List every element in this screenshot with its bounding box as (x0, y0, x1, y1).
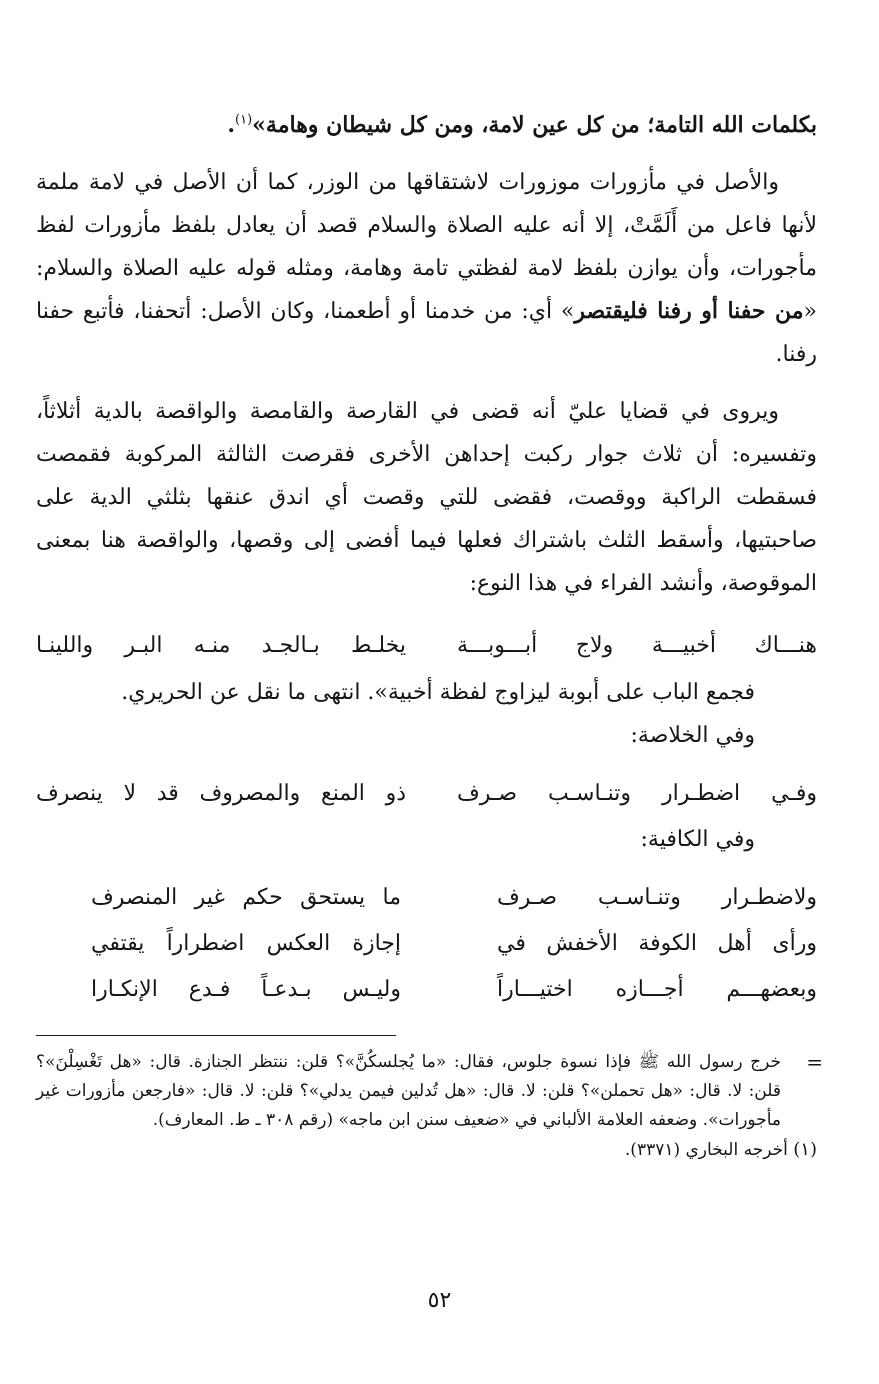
footnote-ref-1: (١) (235, 112, 253, 128)
spacer (36, 605, 817, 623)
footnote-continuation-marker: = (806, 1050, 823, 1074)
footnote-separator-wrap (36, 1013, 817, 1036)
verse-4-hemistich-2: إجازة العكس اضطراراً يقتفي (91, 931, 401, 956)
verse-1-hemistich-2: يخلـط بـالجـد منـه البـر واللينـا (36, 633, 406, 658)
page-number: ٥٢ (427, 1288, 452, 1313)
spacer (36, 376, 817, 390)
footnote-separator (36, 1035, 396, 1036)
verse-commentary: فجمع الباب على أبوبة ليزاوج لفظة أخبية». انتهى ما نقل عن الحريري. (121, 680, 755, 705)
spacer (36, 861, 817, 875)
verse-2-hemistich-2: ذو المنع والمصروف قد لا ينصرف (36, 781, 406, 806)
verse-line-2 (36, 771, 817, 819)
paragraph-1 (36, 161, 817, 376)
verse-line-5 (91, 967, 817, 1013)
opening-line-text: بكلمات الله التامة؛ من كل عين لامة، ومن كل شيطان وهامة» (252, 112, 817, 138)
verse-5-hemistich-2: وليـس بـدعـاً فـدع الإنكـارا (91, 977, 401, 1002)
verse-2-hemistich-1: وفـي اضطـرار وتنـاسـب صـرف (457, 781, 817, 806)
verse-block-kafiya (36, 875, 817, 1013)
footnote-1-text: أخرجه البخاري (٣٣٧١). (624, 1140, 788, 1160)
verse-3-hemistich-2: ما يستحق حكم غير المنصرف (91, 885, 401, 910)
opening-line (36, 104, 817, 147)
verse-5-hemistich-1: وبعضهـــم أجـــازه اختيـــاراً (497, 977, 817, 1002)
paragraph-2: ويروى في قضايا عليّ أنه قضى في القارصة والقامصة والواقصة بالدية أثلاثاً، وتفسيره: أن ثلاث جوار ركبت إحداهن الأخرى فقرصت الثالثة المركوبة فقمصت فسقطت الراكبة ووقصت، فقضى للتي وقصت أي اندق عنقها بثلثي الدية على صاحبتيها، وأسقط الثلث باشتراك فعلها فيما أفضى إلى وقصها، والواقصة هنا بمعنى الموقوصة، وأنشد الفراء في هذا النوع: (36, 399, 817, 596)
footnote-1 (36, 1135, 817, 1165)
label-khulasa: وفي الخلاصة: (630, 723, 755, 748)
label-kafiya: وفي الكافية: (640, 827, 755, 852)
page-body (36, 104, 823, 1384)
spacer (36, 147, 817, 161)
footnote-continued-text: خرج رسول الله ﷺ فإذا نسوة جلوس، فقال: «ما يُجلسكُنَّ»؟ قلن: ننتظر الجنازة. قال: «هل تَغْسِلْنَ»؟ قلن: لا. قال: «هل تحملن»؟ قلن: لا. قال: «هل تُدلين فيمن يدلي»؟ قلن: لا. قال: «فارجعن مأزورات غير مأجورات». وضعفه العلامة الألباني في «ضعيف سنن ابن ماجه» (رقم ٣٠٨ ـ ط. المعارف). (36, 1052, 781, 1130)
opening-line-period: . (227, 112, 236, 138)
paragraph-1-part-a: والأصل في مأزورات موزورات لاشتقاقها من الوزر، كما أن الأصل في لامة ملمة لأنها فاعل من أَلَمَّتْ، إلا أنه عليه الصلاة والسلام قصد أن يعادل بلفظ مأزورات لفظ مأجورات، وأن يوازن بلفظ لامة لفظتي تامة وهامة، ومثله قوله عليه الصلاة والسلام: « (36, 170, 817, 324)
verse-line-3 (91, 875, 817, 921)
verse-line-1 (36, 623, 817, 671)
verse-3-hemistich-1: ولاضطـرار وتنـاسـب صـرف (497, 885, 817, 910)
spacer (36, 757, 817, 771)
footnotes (36, 1048, 823, 1165)
footnote-1-number: (١) (793, 1139, 817, 1160)
paragraph-1-part-b: » أي: من خدمنا أو أطعمنا، وكان الأصل: أتحفنا، فأتبع حفنا رفنا. (36, 299, 817, 367)
verse-line-4 (91, 921, 817, 967)
verse-1-hemistich-1: هنـــاك أخبيـــة ولاج أبـــوبـــة (457, 633, 817, 658)
hadith-quote-bold: من حفنا أو رفنا فليقتصر (574, 298, 804, 324)
verse-4-hemistich-1: ورأى أهل الكوفة الأخفش في (497, 931, 817, 956)
